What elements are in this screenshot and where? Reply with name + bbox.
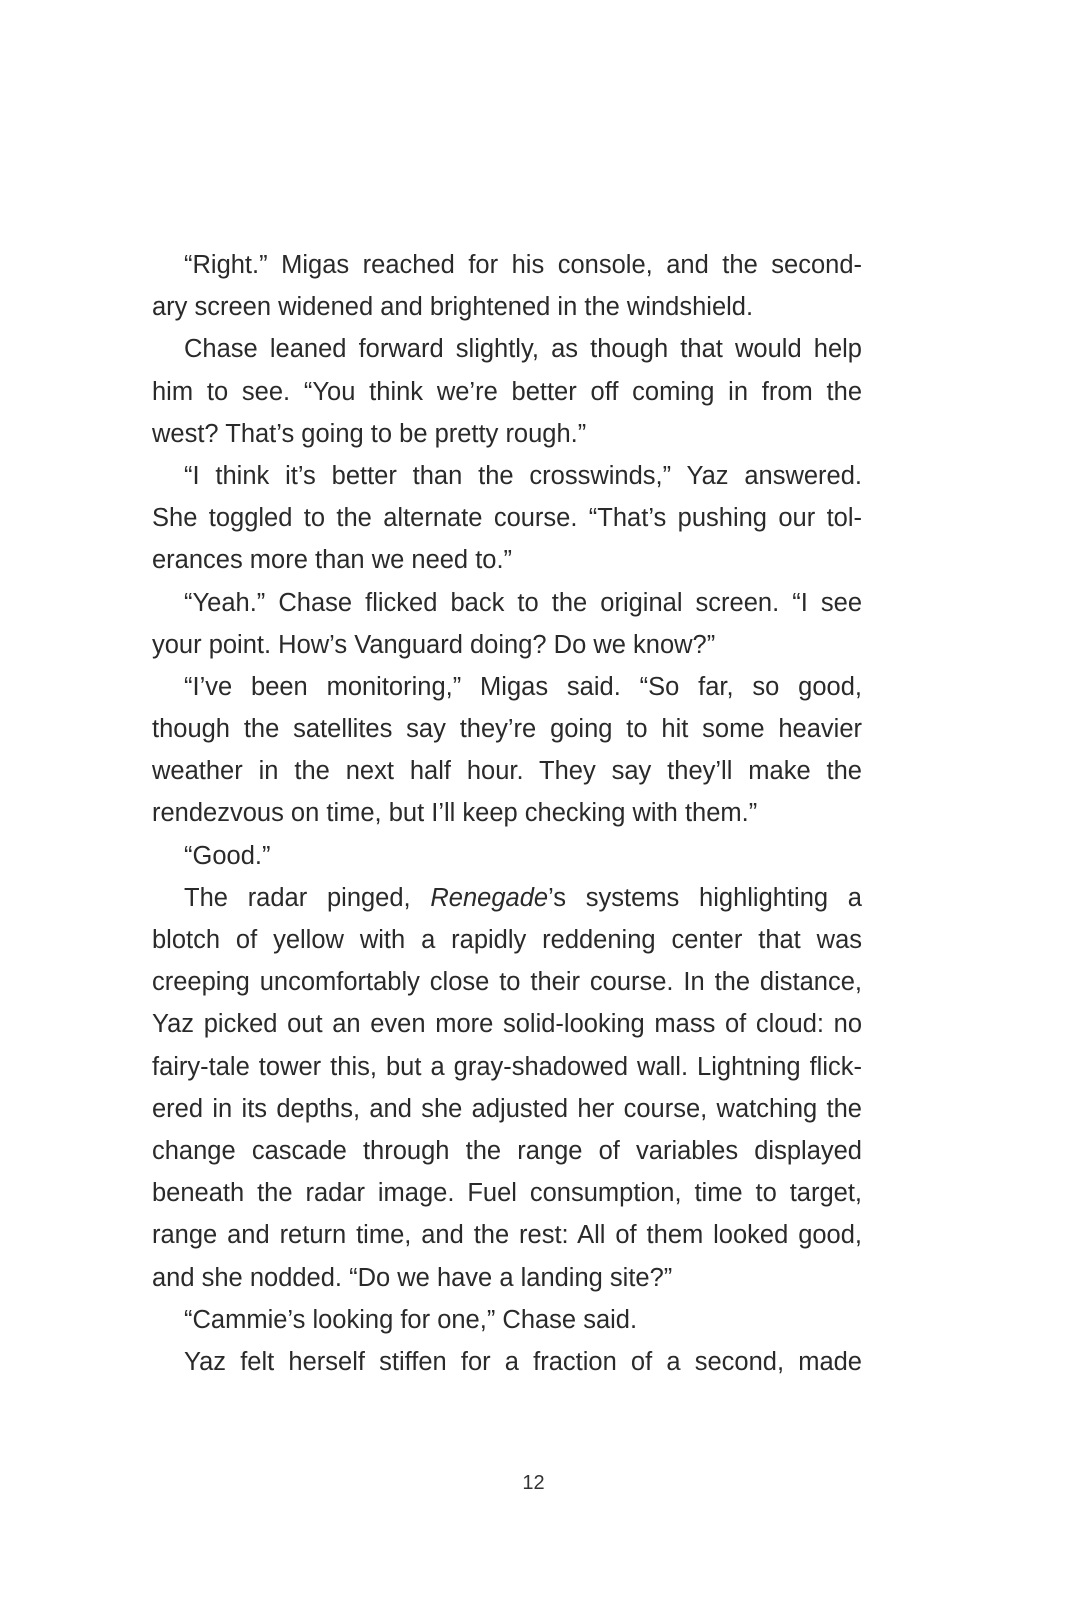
text-line: erances more than we need to.” [152,546,513,575]
text-line: “Yeah.” Chase flicked back to the original screen. “I see [184,588,862,617]
text-line: your point. How’s Vanguard doing? Do we know?” [152,630,716,659]
text-line: Yaz felt herself stiffen for a fraction of a second, made [184,1347,862,1376]
text-line: ary screen widened and brightened in the windshield. [152,293,754,322]
text-line: The radar pinged, Renegade’s systems highlighting a [184,883,862,912]
text-line: She toggled to the alternate course. “That’s pushing our tol- [152,504,862,533]
text-line: blotch of yellow with a rapidly reddening center that was [152,926,862,954]
text-line: and she nodded. “Do we have a landing site?” [152,1263,673,1292]
text-line: rendezvous on time, but I’ll keep checking with them.” [152,799,758,828]
text-line: creeping uncomfortably close to their course. In the distance, [152,968,862,997]
text-line: “Right.” Migas reached for his console, and the second- [184,251,862,279]
text-line: “Good.” [184,841,271,870]
text-line: fairy-tale tower this, but a gray-shadowed wall. Lightning flick- [152,1052,862,1081]
page-body-text [152,244,862,1383]
text-line: range and return time, and the rest: All of them looked good, [152,1221,862,1250]
text-line: Yaz picked out an even more solid-looking mass of cloud: no [152,1010,862,1039]
page-number: 12 [522,1472,545,1494]
text-line: ered in its depths, and she adjusted her course, watching the [152,1094,862,1123]
text-line: west? That’s going to be pretty rough.” [152,419,587,448]
text-line: change cascade through the range of variables displayed [152,1136,862,1165]
text-line: “Cammie’s looking for one,” Chase said. [184,1305,638,1334]
text-line: him to see. “You think we’re better off coming in from the [152,377,862,406]
text-line: though the satellites say they’re going to hit some heavier [152,715,862,744]
text-line: weather in the next half hour. They say they’ll make the [152,757,862,786]
text-line: beneath the radar image. Fuel consumption, time to target, [152,1179,862,1208]
text-line: “I’ve been monitoring,” Migas said. “So far, so good, [184,672,862,701]
text-line: Chase leaned forward slightly, as though that would help [184,335,862,364]
ship-name: Renegade [430,883,549,912]
text-line: “I think it’s better than the crosswinds,” Yaz answered. [184,461,862,490]
